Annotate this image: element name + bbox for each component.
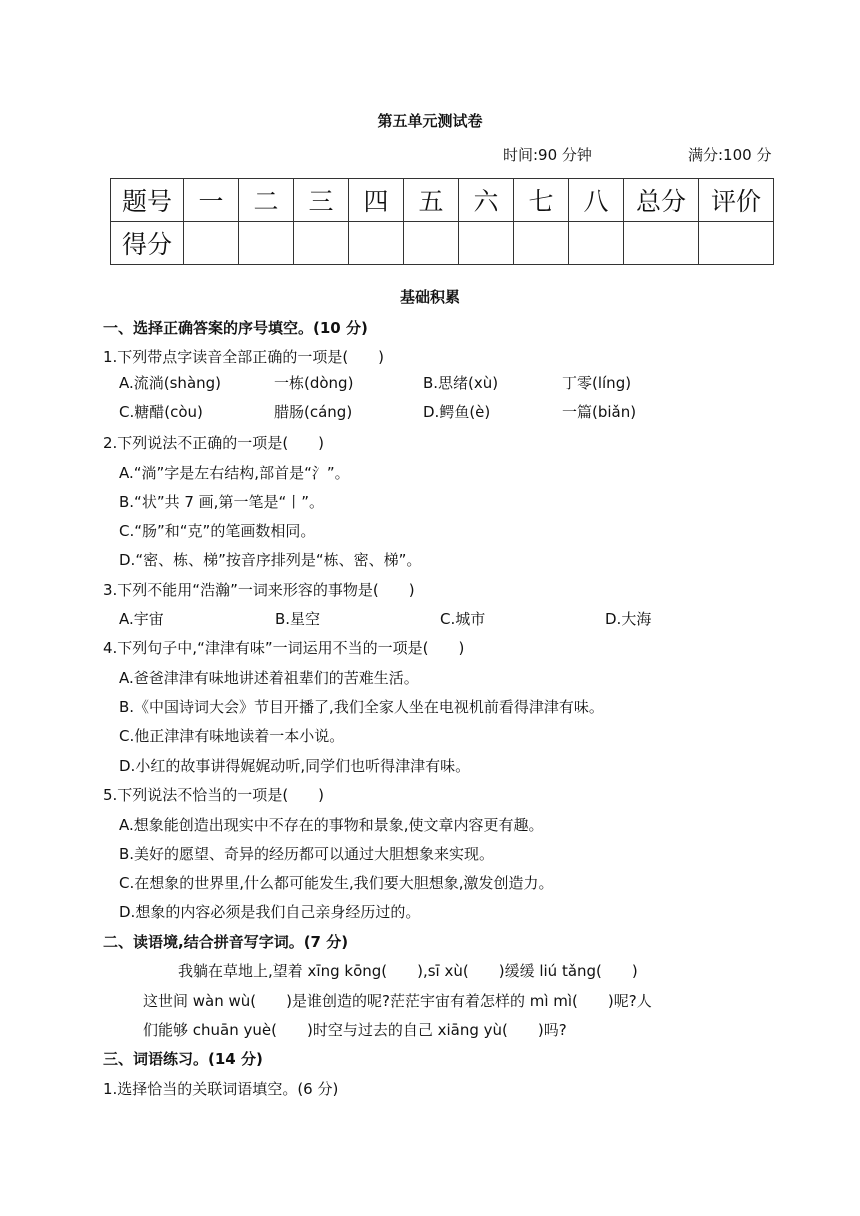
q4-option-b: B.《中国诗词大会》节目开播了,我们全家人坐在电视机前看得津津有味。 xyxy=(119,698,604,716)
q1-option-b2: 丁零(líng) xyxy=(562,374,632,392)
q1-option-c1: C.糖醋(còu) xyxy=(119,403,203,421)
q5-option-c: C.在想象的世界里,什么都可能发生,我们要大胆想象,激发创造力。 xyxy=(119,874,554,892)
q2-option-b: B.“状”共 7 画,第一笔是“丨”。 xyxy=(119,493,324,511)
q1-option-a1: A.流淌(shàng) xyxy=(119,374,222,392)
score-cell: 一 xyxy=(184,179,239,222)
score-cell: 七 xyxy=(514,179,569,222)
score-blank[interactable] xyxy=(514,222,569,265)
exam-time: 时间:90 分钟 xyxy=(503,146,592,164)
q2-option-a: A.“淌”字是左右结构,部首是“氵”。 xyxy=(119,464,350,482)
q4-option-c: C.他正津津有味地读着一本小说。 xyxy=(119,727,345,745)
score-cell: 八 xyxy=(569,179,624,222)
q2-stem: 2.下列说法不正确的一项是( ) xyxy=(103,434,325,452)
part2-line3: 们能够 chuān yuè( )时空与过去的自己 xiāng yù( )吗? xyxy=(143,1021,567,1039)
part2-heading: 二、读语境,结合拼音写字词。(7 分) xyxy=(103,933,349,951)
part3-heading: 三、词语练习。(14 分) xyxy=(103,1050,263,1068)
score-cell: 题号 xyxy=(111,179,184,222)
q1-option-a2: 一栋(dòng) xyxy=(274,374,354,392)
q4-option-d: D.小红的故事讲得娓娓动听,同学们也听得津津有味。 xyxy=(119,757,471,775)
page-title: 第五单元测试卷 xyxy=(377,112,483,130)
q1-option-b1: B.思绪(xù) xyxy=(423,374,499,392)
q3-option-a: A.宇宙 xyxy=(119,610,164,628)
q3-option-b: B.星空 xyxy=(275,610,321,628)
q5-option-a: A.想象能创造出现实中不存在的事物和景象,使文章内容更有趣。 xyxy=(119,816,544,834)
score-blank[interactable] xyxy=(699,222,774,265)
q5-stem: 5.下列说法不恰当的一项是( ) xyxy=(103,786,325,804)
q3-option-c: C.城市 xyxy=(440,610,486,628)
q5-option-b: B.美好的愿望、奇异的经历都可以通过大胆想象来实现。 xyxy=(119,845,495,863)
score-cell: 五 xyxy=(404,179,459,222)
part2-line1: 我躺在草地上,望着 xīng kōng( ),sī xù( )缓缓 liú tǎng( ) xyxy=(178,962,638,980)
q5-option-d: D.想象的内容必须是我们自己亲身经历过的。 xyxy=(119,903,421,921)
score-blank[interactable] xyxy=(404,222,459,265)
full-score: 满分:100 分 xyxy=(688,146,772,164)
q2-option-d: D.“密、栋、梯”按音序排列是“栋、密、梯”。 xyxy=(119,551,422,569)
score-cell: 二 xyxy=(239,179,294,222)
q1-option-d2: 一篇(biǎn) xyxy=(562,403,637,421)
score-blank[interactable] xyxy=(569,222,624,265)
score-cell: 四 xyxy=(349,179,404,222)
score-blank[interactable] xyxy=(239,222,294,265)
q1-stem: 1.下列带点字读音全部正确的一项是( ) xyxy=(103,348,385,366)
score-blank[interactable] xyxy=(349,222,404,265)
q4-stem: 4.下列句子中,“津津有味”一词运用不当的一项是( ) xyxy=(103,639,465,657)
score-table-header-row xyxy=(111,179,774,222)
q2-option-c: C.“肠”和“克”的笔画数相同。 xyxy=(119,522,316,540)
score-cell: 得分 xyxy=(111,222,184,265)
part3-q1: 1.选择恰当的关联词语填空。(6 分) xyxy=(103,1080,339,1098)
score-cell: 评价 xyxy=(699,179,774,222)
score-cell: 总分 xyxy=(624,179,699,222)
part1-heading: 一、选择正确答案的序号填空。(10 分) xyxy=(103,319,368,337)
q3-option-d: D.大海 xyxy=(605,610,652,628)
score-blank[interactable] xyxy=(459,222,514,265)
score-table xyxy=(110,178,774,265)
score-table-score-row xyxy=(111,222,774,265)
score-blank[interactable] xyxy=(184,222,239,265)
part2-line2: 这世间 wàn wù( )是谁创造的呢?茫茫宇宙有着怎样的 mì mì( )呢?人 xyxy=(143,992,652,1010)
score-blank[interactable] xyxy=(294,222,349,265)
score-blank[interactable] xyxy=(624,222,699,265)
q1-option-c2: 腊肠(cáng) xyxy=(274,403,353,421)
q4-option-a: A.爸爸津津有味地讲述着祖辈们的苦难生活。 xyxy=(119,669,419,687)
q3-stem: 3.下列不能用“浩瀚”一词来形容的事物是( ) xyxy=(103,581,415,599)
score-cell: 三 xyxy=(294,179,349,222)
section-header: 基础积累 xyxy=(399,288,460,306)
score-cell: 六 xyxy=(459,179,514,222)
q1-option-d1: D.鳄鱼(è) xyxy=(423,403,491,421)
